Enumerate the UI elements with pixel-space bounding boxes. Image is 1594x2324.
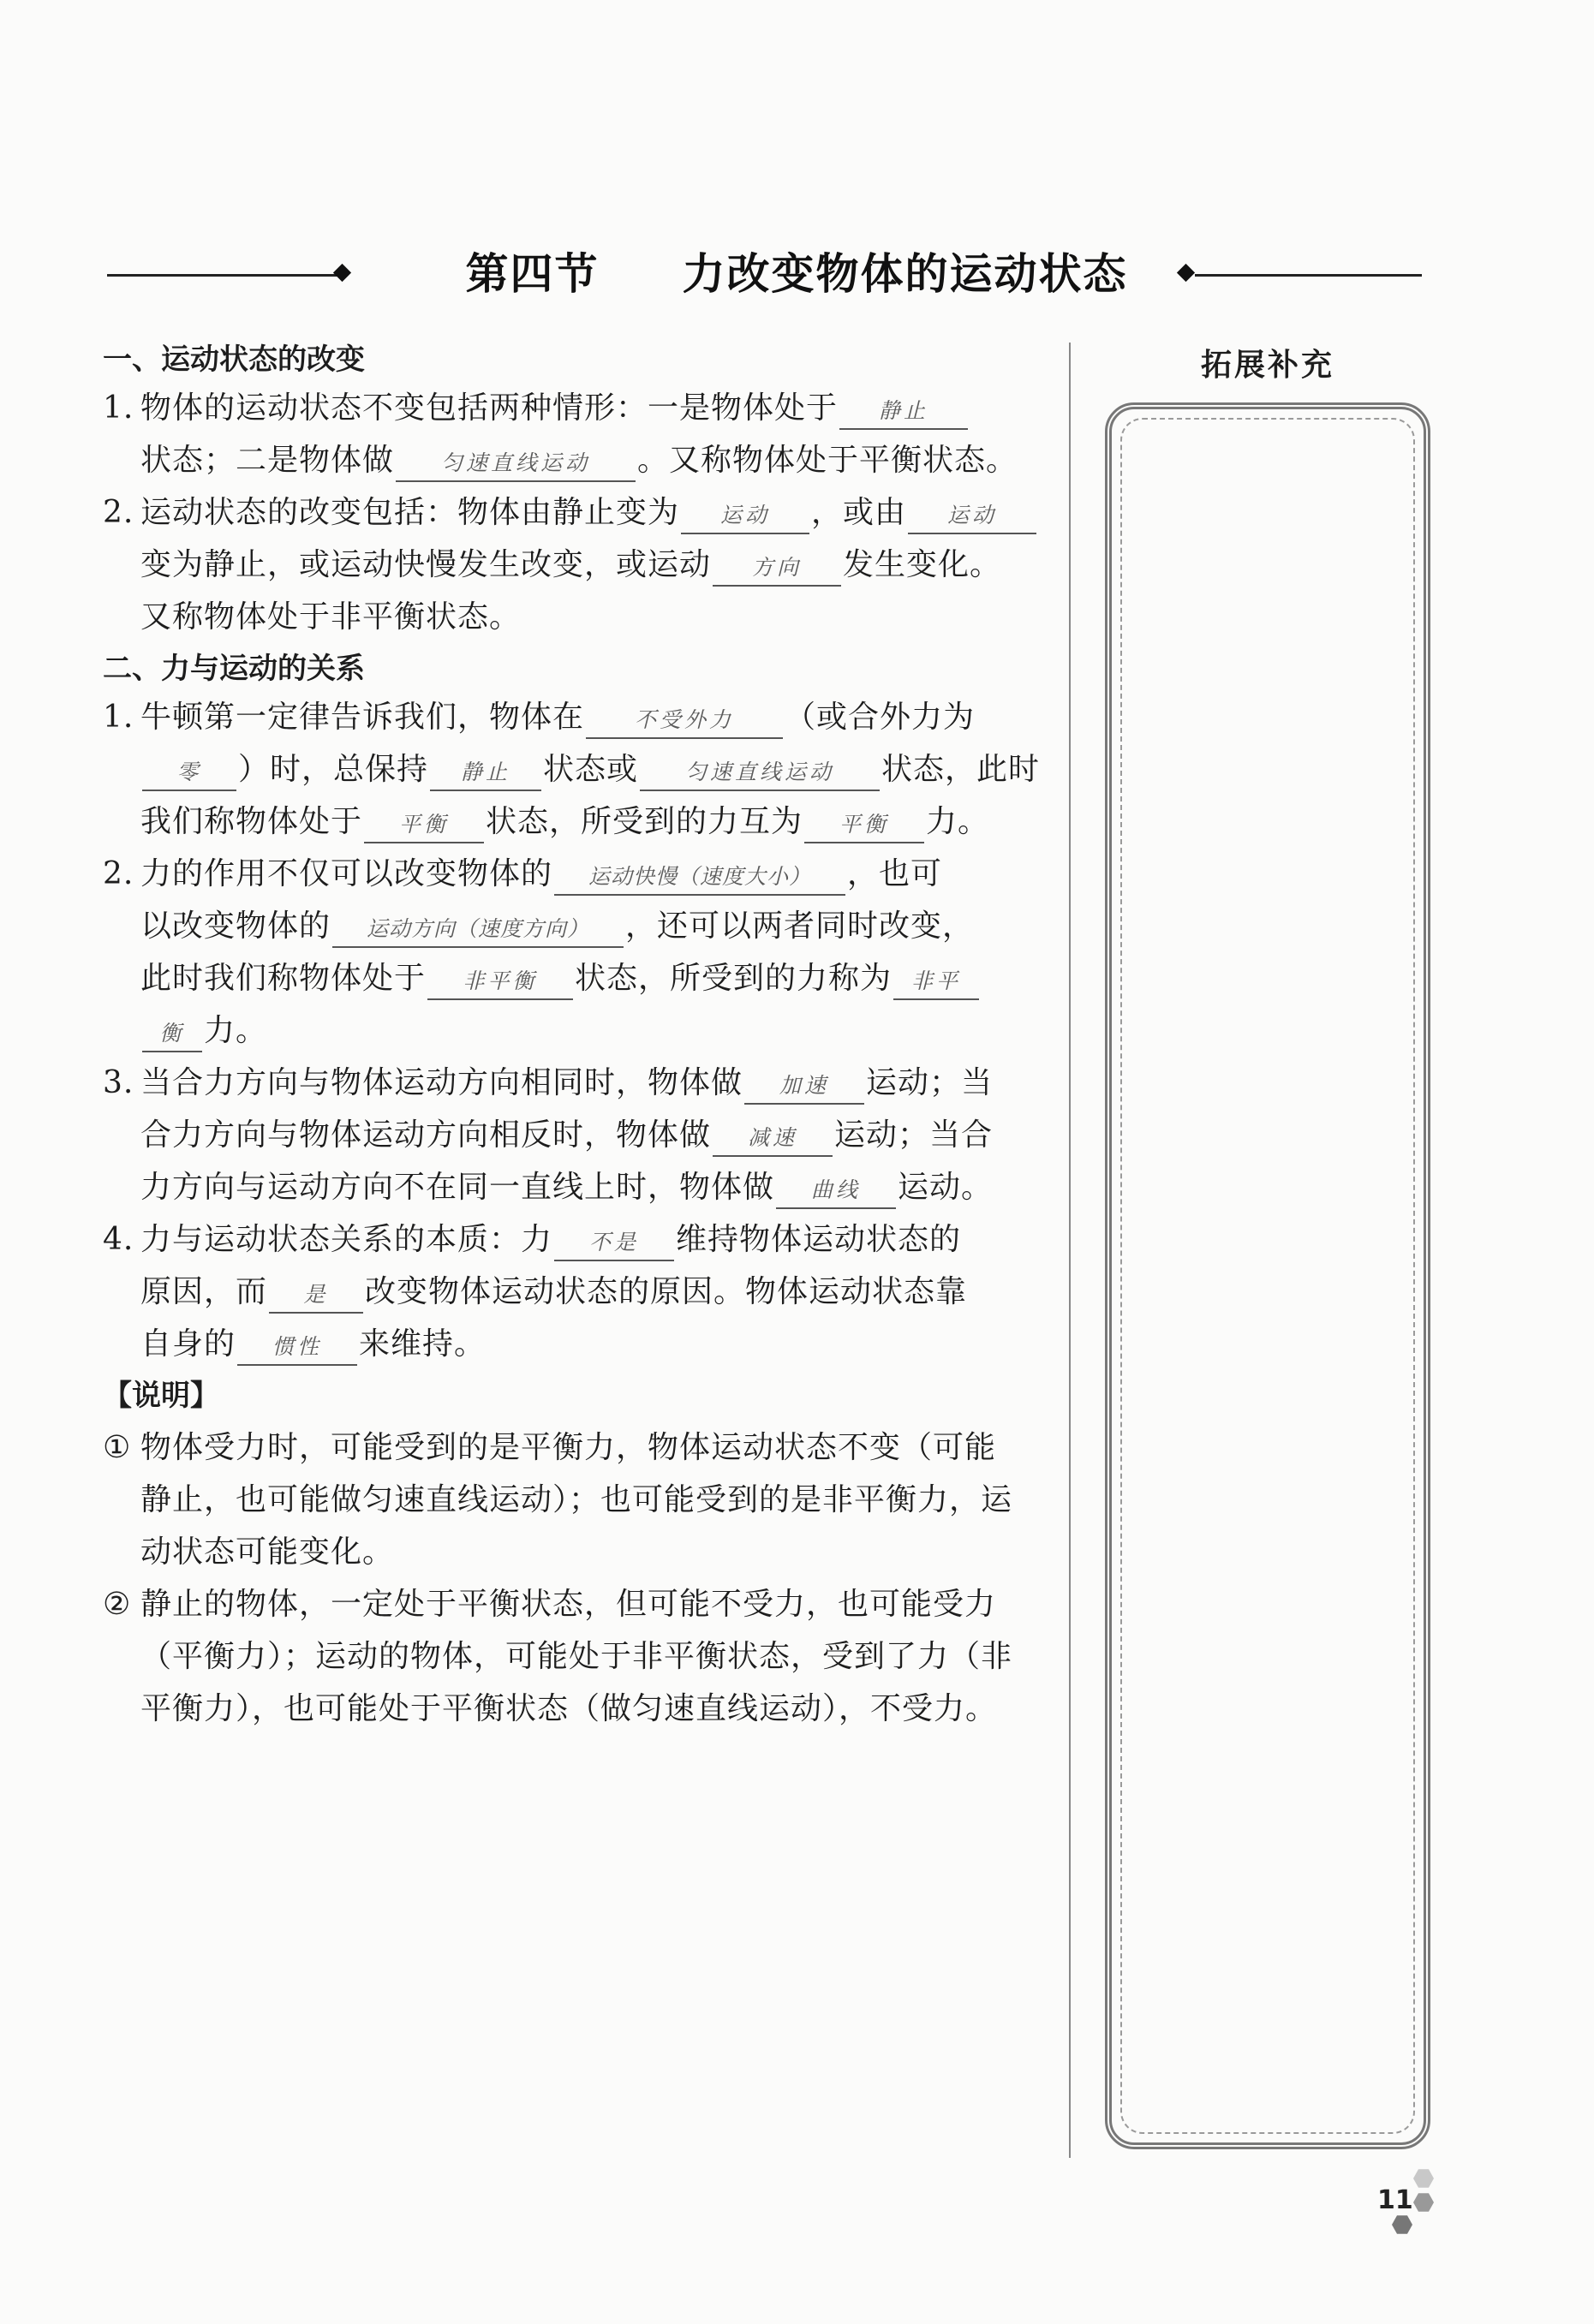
title-rule-right [1195, 274, 1422, 277]
text: 当合力方向与物体运动方向相同时，物体做 [140, 1065, 743, 1100]
text: 发生变化。 [843, 547, 1002, 582]
text: 又称物体处于非平衡状态。 [140, 599, 522, 635]
text: 状态；二是物体做 [140, 443, 395, 478]
line-18 [103, 1318, 1045, 1370]
item-number: 3. [103, 1065, 134, 1100]
answer-text: 匀速直线运动 [685, 760, 835, 784]
note-2-line-3 [103, 1683, 1045, 1735]
answer-text: 减速 [748, 1125, 798, 1150]
text: 力。 [926, 804, 990, 839]
text: 状态，此时 [881, 752, 1041, 787]
answer-text: 平衡 [839, 812, 890, 837]
answer-blank[interactable] [142, 750, 236, 791]
note-1-line-2 [103, 1474, 1045, 1526]
item-number: 1. [103, 390, 134, 426]
answer-text: 曲线 [811, 1177, 862, 1202]
line-7 [103, 743, 1045, 796]
note-1-line-1 [103, 1421, 1045, 1474]
answer-blank[interactable] [430, 750, 541, 791]
answer-blank[interactable] [713, 1116, 833, 1157]
answer-blank[interactable] [586, 698, 783, 739]
answer-text: 惯性 [272, 1334, 323, 1359]
note-2-line-1 [103, 1578, 1045, 1630]
text: 静止的物体，一定处于平衡状态，但可能不受力，也可能受力 [140, 1587, 997, 1622]
text: 改变物体运动状态的原因。物体运动状态靠 [365, 1274, 968, 1309]
column-divider [1069, 343, 1071, 2158]
line-11 [103, 952, 1045, 1004]
title-rule-left [107, 274, 338, 277]
answer-text: 衡 [159, 1021, 185, 1046]
text: 运动；当 [866, 1065, 994, 1100]
text: 运动。 [898, 1170, 994, 1205]
line-4 [103, 539, 1045, 591]
text: 动状态可能变化。 [140, 1534, 395, 1570]
note-1-line-3 [103, 1526, 1045, 1578]
line-15 [103, 1161, 1045, 1213]
line-12 [103, 1004, 1045, 1057]
page-number: 11 [1377, 2185, 1413, 2215]
answer-text: 是 [303, 1282, 329, 1307]
text: 力。 [204, 1013, 268, 1048]
answer-blank[interactable] [364, 802, 484, 843]
answer-blank[interactable] [804, 802, 924, 843]
text: 状态，所受到的力称为 [575, 961, 893, 996]
line-6 [103, 691, 1045, 743]
answer-blank[interactable] [713, 545, 841, 587]
text: 物体的运动状态不变包括两种情形：一是物体处于 [140, 390, 839, 426]
answer-text: 运动 [720, 503, 771, 527]
note-marker: ② [103, 1587, 132, 1622]
text: 原因，而 [140, 1274, 268, 1309]
text: ）时，总保持 [238, 752, 429, 787]
answer-blank[interactable] [640, 750, 880, 791]
answer-text: 平衡 [399, 812, 450, 837]
answer-text: 匀速直线运动 [441, 450, 591, 475]
notes-heading: 【说明】 [103, 1379, 219, 1413]
line-1 [103, 382, 1045, 434]
main-column [103, 334, 1045, 1735]
answer-blank[interactable] [744, 1064, 864, 1105]
text: 运动；当合 [834, 1117, 994, 1153]
answer-text: 方向 [752, 555, 803, 580]
answer-blank[interactable] [681, 493, 809, 534]
answer-text: 不是 [589, 1230, 640, 1254]
line-5 [103, 591, 1045, 643]
line-16 [103, 1213, 1045, 1266]
item-number: 4. [103, 1222, 134, 1257]
line-14 [103, 1109, 1045, 1161]
answer-blank[interactable] [908, 493, 1036, 534]
answer-blank[interactable] [839, 389, 968, 430]
text: 。又称物体处于平衡状态。 [637, 443, 1018, 478]
answer-blank[interactable] [237, 1325, 357, 1366]
answer-blank[interactable] [427, 959, 573, 1000]
line-3 [103, 486, 1045, 539]
answer-blank[interactable] [142, 1011, 202, 1052]
text: 牛顿第一定律告诉我们，物体在 [140, 700, 585, 735]
page-title [343, 240, 1251, 301]
text: （或合外力为 [785, 700, 976, 735]
answer-text: 静止 [461, 760, 511, 784]
note-2-line-2 [103, 1630, 1045, 1683]
text: 运动状态的改变包括：物体由静止变为 [140, 495, 680, 530]
text: 自身的 [140, 1326, 236, 1362]
line-17 [103, 1266, 1045, 1318]
text: 状态或 [543, 752, 639, 787]
answer-blank[interactable] [554, 855, 845, 896]
title-section-name: 力改变物体的运动状态 [682, 248, 1128, 299]
item-number: 2. [103, 856, 134, 891]
notes-box-area[interactable] [1120, 418, 1415, 2134]
text: ，也可 [847, 856, 943, 891]
text: （平衡力）；运动的物体，可能处于非平衡状态，受到了力（非 [140, 1639, 1013, 1674]
item-number: 2. [103, 495, 134, 530]
text: 以改变物体的 [140, 909, 331, 944]
text: 状态，所受到的力互为 [486, 804, 803, 839]
text: 平衡力），也可能处于平衡状态（做匀速直线运动），不受力。 [140, 1691, 998, 1726]
text: ，还可以两者同时改变， [625, 909, 975, 944]
section-heading-2: 二、力与运动的关系 [103, 652, 365, 686]
text: 此时我们称物体处于 [140, 961, 427, 996]
answer-text: 不受外力 [635, 707, 735, 732]
text: 静止，也可能做匀速直线运动）；也可能受到的是非平衡力，运 [140, 1482, 1013, 1517]
note-marker: ① [103, 1430, 132, 1465]
text: 维持物体运动状态的 [676, 1222, 962, 1257]
answer-blank[interactable] [332, 907, 624, 948]
line-8 [103, 796, 1045, 848]
text: 力的作用不仅可以改变物体的 [140, 856, 553, 891]
hexagon-decoration-icon [1413, 2168, 1434, 2189]
answer-text: 零 [176, 760, 202, 784]
answer-text: 加速 [779, 1073, 830, 1098]
line-9 [103, 848, 1045, 900]
text: 来维持。 [359, 1326, 487, 1362]
answer-blank[interactable] [269, 1272, 363, 1314]
answer-blank[interactable] [893, 959, 979, 1000]
text: 物体受力时，可能受到的是平衡力，物体运动状态不变（可能 [140, 1430, 997, 1465]
hexagon-decoration-icon [1392, 2214, 1412, 2235]
answer-blank[interactable] [554, 1220, 674, 1261]
answer-text: 非平衡 [463, 968, 538, 993]
item-number: 1. [103, 700, 134, 735]
text: 变为静止，或运动快慢发生改变，或运动 [140, 547, 712, 582]
line-10 [103, 900, 1045, 952]
line-13 [103, 1057, 1045, 1109]
answer-text: 运动方向（速度方向） [367, 916, 590, 941]
answer-blank[interactable] [396, 441, 636, 482]
text: 我们称物体处于 [140, 804, 363, 839]
text: 力与运动状态关系的本质：力 [140, 1222, 553, 1257]
answer-text: 运动 [947, 503, 998, 527]
hexagon-decoration-icon [1413, 2192, 1434, 2213]
text: 力方向与运动方向不在同一直线上时，物体做 [140, 1170, 775, 1205]
section-heading-1: 一、运动状态的改变 [103, 343, 365, 377]
line-2 [103, 434, 1045, 486]
answer-text: 静止 [879, 398, 929, 423]
sidebar-title: 拓展补充 [1200, 348, 1334, 383]
text: 合力方向与物体运动方向相反时，物体做 [140, 1117, 712, 1153]
text: ，或由 [811, 495, 907, 530]
answer-text: 运动快慢（速度大小） [588, 864, 812, 889]
answer-blank[interactable] [776, 1168, 896, 1209]
answer-text: 非平 [911, 968, 962, 993]
title-section-number: 第四节 [465, 248, 600, 299]
